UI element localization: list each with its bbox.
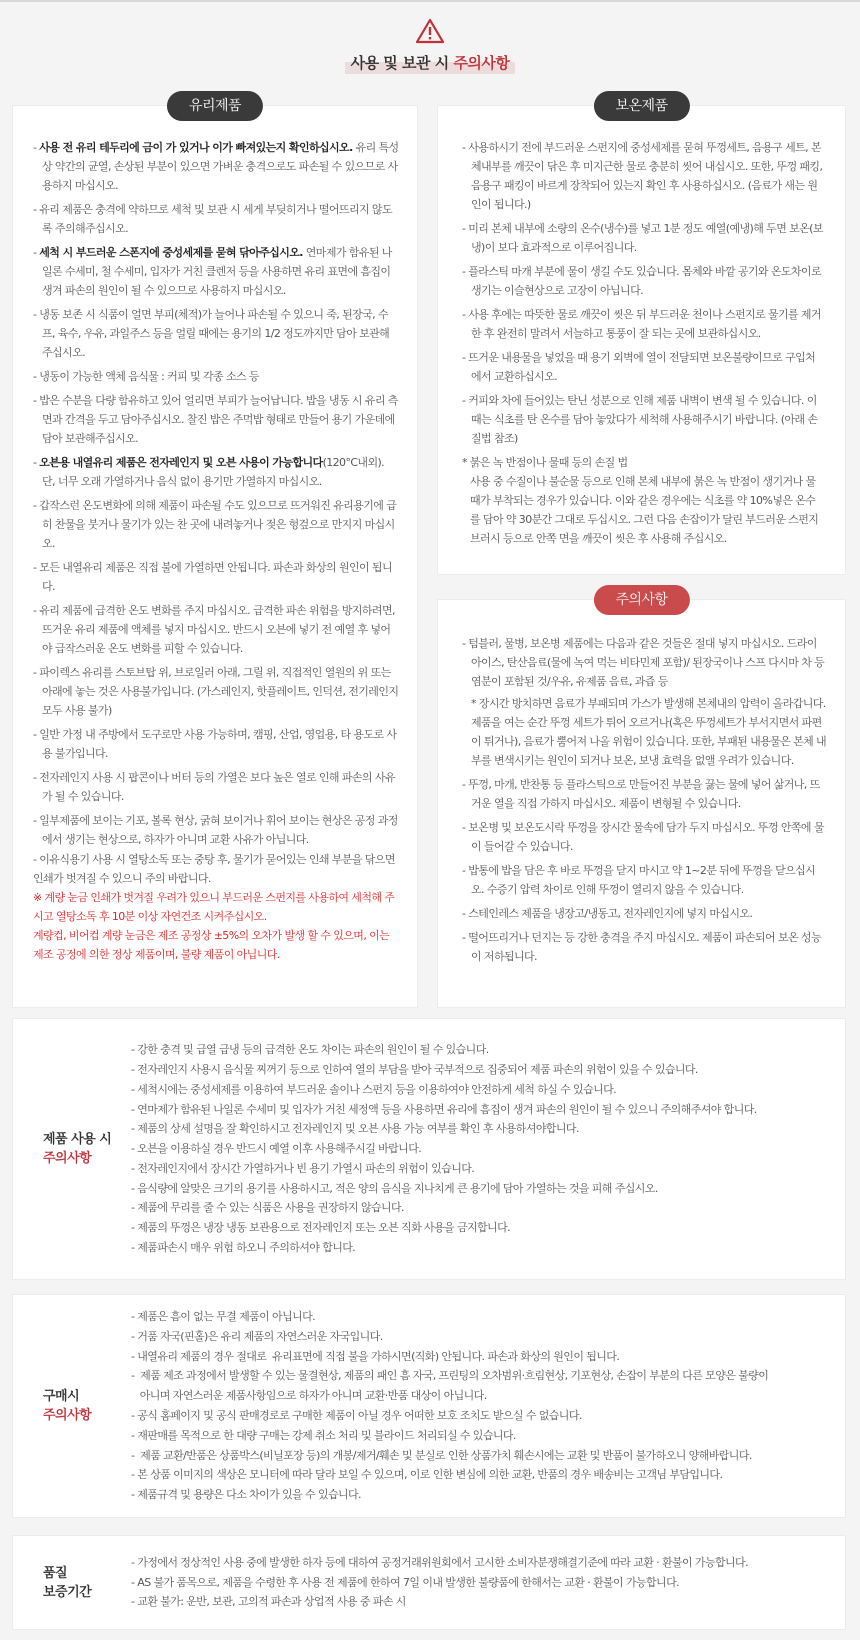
list-item: - 플라스틱 마개 부분에 물이 생길 수도 있습니다. 몸체와 바깥 공기와 온도차이로 생기는 이슬현상으로 고장이 아닙니다. [462, 265, 821, 297]
label-dark: 구매시 [43, 1389, 80, 1404]
list-item: - 뜨거운 내용물을 넣었을 때 용기 외벽에 열이 전달되면 보온불량이므로 구입처에서 교환하십시오. [462, 351, 816, 383]
purchase-caution-section [12, 1294, 846, 1518]
line-item: - 내열유리 제품의 경우 절대로 유리표면에 직접 불을 가하시면(직화) 안됩니다. 파손과 화상의 원인이 됩니다. [131, 1349, 620, 1363]
line-item: - 본 상품 이미지의 색상은 모니터에 따라 달라 보일 수 있으며, 이로 인한 변심에 의한 교환, 반품의 경우 배송비는 고객님 부담입니다. [131, 1468, 723, 1482]
label-line-1: 품질 [43, 1565, 68, 1581]
item-text: 전자레인지 사용 시 팝콘이나 버터 등의 가열은 보다 높은 열로 인해 파손의 사유가 될 수 있습니다. [39, 771, 395, 803]
section-label [13, 1130, 131, 1168]
cleaning-note [462, 453, 825, 548]
list-item: - 미리 본체 내부에 소량의 온수(냉수)를 넣고 1분 정도 예열(예냉)해 두면 보온(보냉)이 보다 효과적으로 이루어집니다. [462, 222, 823, 254]
line-item: - 거품 자국(핀홀)은 유리 제품의 자연스러운 자국입니다. [131, 1329, 383, 1343]
line-item: - 제품은 흠이 없는 무결 제품이 아닙니다. [131, 1310, 316, 1324]
list-item: - 유리 제품은 충격에 약하므로 세척 및 보관 시 세게 부딪히거나 떨어뜨리지 않도록 주의해주십시오. [33, 203, 392, 235]
line-item: - 연마제가 함유된 나일론 수세미 및 입자가 거친 세정액 등을 사용하면 유리에 흠집이 생겨 파손의 원인이 될 수 있으니 주의해주셔야 합니다. [131, 1102, 757, 1116]
item-text: 사용하시기 전에 부드러운 스펀지에 중성세제를 묻혀 뚜껑세트, 음용구 세트, 본체내부를 깨끗이 닦은 후 미지근한 물로 충분히 씻어 내십시오. 또한, 뚜껑 패킹, 음용구 패킹이 바르게 장착되어 있는지 확인 후 사용하십시오. (음료가 새는 원인이 됩니다.) [468, 141, 823, 211]
baby-food-note: - 이유식용기 사용 시 열탕소독 또는 중탕 후, 물기가 묻어있는 인쇄 부분을 닦으면 인쇄가 벗겨질 수 있으니 주의 바랍니다. [33, 853, 395, 885]
list-item: - 뚜껑, 마개, 반찬통 등 플라스틱으로 만들어진 부분을 끓는 물에 넣어 삶거나, 뜨거운 열을 직접 가하지 마십시오. 제품이 변형될 수 있습니다. [462, 778, 820, 810]
item-text: 사용 후에는 따뜻한 물로 깨끗이 씻은 뒤 부드러운 천이나 스펀지로 물기를 제거한 후 완전히 말려서 서늘하고 통풍이 잘 되는 곳에 보관하십시오. [468, 308, 821, 340]
item-text: 유리 제품에 급격한 온도 변화를 주지 마십시오. 급격한 파손 위험을 방지하려면, 뜨거운 유리 제품에 액체를 넣지 마십시오. 반드시 오븐에 넣기 전 예열 후 넣어야 급작스러운 온도 변화를 피할 수 있습니다. [39, 604, 395, 655]
line-item: - 오븐을 이용하실 경우 반드시 예열 이후 사용해주시길 바랍니다. [131, 1142, 422, 1156]
item-text: 냉동 보존 시 식품이 얼면 부피(체적)가 늘어나 파손될 수 있으니 죽, 된장국, 수프, 육수, 우유, 과일주스 등을 얼릴 때에는 용기의 1/2 정도까지만 담아 보관해주십시오. [39, 308, 390, 359]
line-item: - 재판매를 목적으로 한 대량 구매는 강제 취소 처리 및 블라이드 처리되실 수 있습니다. [131, 1428, 516, 1442]
line-item: - 제품 제조 과정에서 발생할 수 있는 물결현상, 제품의 패인 흠 자국, 프린팅의 오차범위·흐림현상, 기포현상, 손잡이 부분의 다른 모양은 불량이 [131, 1369, 769, 1383]
caution-card [437, 592, 846, 1008]
item-text: 유리 특성 상 약간의 균열, 손상된 부분이 있으면 가벼운 충격으로도 파손될 수 있으므로 사용하지 마십시오. [42, 141, 399, 192]
glass-products-title: 유리제품 [167, 91, 263, 121]
item-text: 플라스틱 마개 부분에 물이 생길 수도 있습니다. 몸체와 바깥 공기와 온도차이로 생기는 이슬현상으로 고장이 아닙니다. [468, 265, 821, 297]
red-note-1: ※ 계량 눈금 인쇄가 벗겨질 우려가 있으니 부드러운 스펀지를 사용하여 세척해 주시고 열탕소독 후 10분 이상 자연건조 시켜주십시오. [33, 891, 395, 923]
list-item: - 사용 후에는 따뜻한 물로 깨끗이 씻은 뒤 부드러운 천이나 스펀지로 물기를 제거한 후 완전히 말려서 서늘하고 통풍이 잘 되는 곳에 보관하십시오. [462, 308, 821, 340]
warranty-lines [131, 1553, 845, 1612]
line-item: - 전자레인지 사용시 음식물 찌꺼기 등으로 인하여 열의 부담을 받아 국부적으로 집중되어 제품 파손의 위험이 있을 수 있습니다. [131, 1062, 698, 1076]
glass-products-card [12, 98, 418, 1008]
list-item: - 스테인레스 제품을 냉장고/냉동고, 전자레인지에 넣지 마십시오. [462, 907, 753, 920]
list-item: - 모든 내열유리 제품은 직접 불에 가열하면 안됩니다. 파손과 화상의 원인이 됩니다. [33, 561, 392, 593]
warranty-section [12, 1535, 846, 1630]
item-text: 파이렉스 유리를 스토브탑 위, 브로일러 아래, 그릴 위, 직접적인 열원의 위 또는 아래에 놓는 것은 사용불가입니다. (가스레인지, 핫플레이트, 인덕션, 전기레인지 모두 사용 불가) [39, 666, 399, 717]
list-item: - 냉동이 가능한 액체 음식물 : 커피 및 각종 소스 등 [33, 370, 259, 383]
red-note-2: 계량컵, 비어컵 계량 눈금은 제조 공정상 ±5%의 오차가 발생 할 수 있으며, 이는 제조 공정에 의한 정상 제품이며, 불량 제품이 아닙니다. [33, 929, 390, 961]
list-item: - 파이렉스 유리를 스토브탑 위, 브로일러 아래, 그릴 위, 직접적인 열원의 위 또는 아래에 놓는 것은 사용불가입니다. (가스레인지, 핫플레이트, 인덕션, 전기레인지 모두 사용 불가) [33, 666, 399, 717]
usage-lines [131, 1040, 845, 1258]
list-item: - 일부제품에 보이는 기포, 볼록 현상, 굵혀 보이거나 휘어 보이는 현상은 공정 과정에서 생기는 현상으로, 하자가 아니며 교환 사유가 아닙니다. [33, 814, 398, 846]
label-dark: 제품 사용 시 [43, 1132, 112, 1147]
item-text: 연마제가 함유된 나일론 수세미, 철 수세미, 입자가 거친 클렌저 등을 사용하면 유리 표면에 흠집이 생겨 파손의 원인이 될 수 있으므로 사용하지 마십시오. [42, 246, 392, 297]
section-label [13, 1564, 131, 1602]
item-bold-text: 사용 전 유리 테두리에 금이 가 있거나 이가 빠져있는지 확인하십시오. [39, 141, 353, 154]
line-item: - 공식 홈페이지 및 공식 판매경로로 구매한 제품이 아닐 경우 어떠한 보호 조치도 받으실 수 없습니다. [131, 1409, 582, 1422]
cleaning-note-title: * 붉은 녹 반점이나 물때 등의 손질 법 [462, 456, 628, 469]
line-item: - 교환 불가: 운반, 보관, 고의적 파손과 상업적 사용 중 파손 시 [131, 1595, 406, 1609]
line-item: - 제품파손시 매우 위험 하오니 주의하셔야 합니다. [131, 1241, 356, 1255]
thermal-products-title: 보온제품 [593, 91, 689, 121]
caution-list [462, 634, 827, 691]
item-text: (120°C내외). 단, 너무 오래 가열하거나 음식 없이 용기만 가열하지 마십시오. [42, 456, 385, 488]
list-item: - 보온병 및 보온도시락 뚜껑을 장시간 물속에 담가 두지 마십시오. 뚜껑 안쪽에 물이 들어갈 수 있습니다. [462, 821, 824, 853]
list-item: - 사용 전 유리 테두리에 금이 가 있거나 이가 빠져있는지 확인하십시오. 유리 특성 상 약간의 균열, 손상된 부분이 있으면 가벼운 충격으로도 파손될 수 있으므로 사용하지 마십시오. [33, 141, 399, 192]
item-text: 커피와 차에 들어있는 탄닌 성분으로 인해 제품 내벽이 변색 될 수 있습니다. 이때는 식초를 탄 온수를 담아 놓았다가 세척해 사용해주시기 바랍니다. (아래 손질법 참조) [468, 394, 818, 445]
line-item: - AS 불가 품목으로, 제품을 수령한 후 사용 전 제품에 한하여 7일 이내 발생한 불량품에 한해서는 교환 · 환불이 가능합니다. [131, 1575, 679, 1589]
line-item: 아니며 자연스러운 제품사항임으로 하자가 아니며 교환·반품 대상이 아닙니다. [131, 1389, 487, 1403]
item-text: 떨어뜨리거나 던지는 등 강한 충격을 주지 마십시오. 제품이 파손되어 보온 성능이 저하됩니다. [468, 931, 821, 963]
cleaning-note-body: 사용 중 수질이나 불순물 등으로 인해 본체 내부에 붉은 녹 반점이 생기거나 물때가 부착되는 경우가 있습니다. 이와 같은 경우에는 식초를 약 10%넣은 온수를 담아 약 30분간 그대로 두십시오. 그런 다음 손잡이가 달린 부드러운 스펀지 브러시 등으로 안쪽 면을 깨끗이 씻은 후 사용해 주십시오. [470, 475, 819, 545]
line-item: - 세척시에는 중성세제를 이용하여 부드러운 솔이나 스펀지 등을 이용하여야 안전하게 세척 하실 수 있습니다. [131, 1082, 617, 1096]
line-item: - 제품 교환/반품은 상품박스(비닐포장 등)의 개봉/제거/훼손 및 분실로 인한 상품가치 훼손시에는 교환 및 반품이 불가하오니 양해바랍니다. [131, 1448, 752, 1462]
item-text: 뚜껑, 마개, 반찬통 등 플라스틱으로 만들어진 부분을 끓는 물에 넣어 삶거나, 뜨거운 열을 직접 가하지 마십시오. 제품이 변형될 수 있습니다. [468, 778, 820, 810]
usage-caution-section [12, 1018, 846, 1280]
line-item: - 전자레인지에서 장시간 가열하거나 빈 용기 가열시 파손의 위험이 있습니다. [131, 1161, 475, 1175]
glass-products-list [33, 138, 399, 849]
label-line-2: 보증기간 [43, 1584, 92, 1600]
item-text: 냉동이 가능한 액체 음식물 : 커피 및 각종 소스 등 [39, 370, 259, 383]
item-text: 유리 제품은 충격에 약하므로 세척 및 보관 시 세게 부딪히거나 떨어뜨리지 않도록 주의해주십시오. [39, 203, 392, 235]
warning-triangle-icon [415, 18, 445, 44]
line-item: - 제품의 뚜껑은 냉장 냉동 보관용으로 전자레인지 또는 오븐 직화 사용을 금지합니다. [131, 1221, 511, 1235]
thermal-products-list [462, 138, 825, 448]
item-bold-text: 세척 시 부드러운 스폰지에 중성세제를 묻혀 닦아주십시오. [39, 246, 303, 259]
list-item: - 떨어뜨리거나 던지는 등 강한 충격을 주지 마십시오. 제품이 파손되어 보온 성능이 저하됩니다. [462, 931, 821, 963]
label-red: 주의사항 [43, 1408, 92, 1423]
title-red: 주의사항 [453, 54, 510, 72]
spoilage-note: * 장시간 방치하면 음료가 부패되며 가스가 발생해 본체내의 압력이 올라갑니다. 제품을 여는 순간 뚜껑 세트가 튀어 오르거나(혹은 뚜껑세트가 부서지면서 파편이 튀거나), 음료가 뿜어져 나올 위험이 있습니다. 또한, 부패된 내용물은 본체 내부를 변색시키는 원인이 되거나 보온, 보냉 효력을 없앨 우려가 있습니다. [471, 697, 827, 767]
item-bold-text: 오븐용 내열유리 제품은 전자레인지 및 오븐 사용이 가능합니다 [39, 456, 323, 469]
thermal-products-card [437, 98, 846, 575]
item-text: 스테인레스 제품을 냉장고/냉동고, 전자레인지에 넣지 마십시오. [468, 907, 753, 920]
list-item: - 오븐용 내열유리 제품은 전자레인지 및 오븐 사용이 가능합니다(120°C내외). 단, 너무 오래 가열하거나 음식 없이 용기만 가열하지 마십시오. [33, 456, 385, 488]
list-item: - 텀블러, 물병, 보온병 제품에는 다음과 같은 것들은 절대 넣지 마십시오. 드라이 아이스, 탄산음료(물에 녹여 먹는 비타민제 포함)/ 된장국이나 스프 다시마 차 등 염분이 포함된 것/우유, 유제품 음료, 과즙 등 [462, 637, 825, 688]
line-item: - 제품규격 및 용량은 다소 차이가 있을 수 있습니다. [131, 1488, 361, 1502]
item-text: 일부제품에 보이는 기포, 볼록 현상, 굵혀 보이거나 휘어 보이는 현상은 공정 과정에서 생기는 현상으로, 하자가 아니며 교환 사유가 아닙니다. [39, 814, 398, 846]
item-text: 일반 가정 내 주방에서 도구로만 사용 가능하며, 캠핑, 산업, 영업용, 타 용도로 사용 불가입니다. [39, 728, 397, 760]
line-item: - 강한 충격 및 급열 급냉 등의 급격한 온도 차이는 파손의 원인이 될 수 있습니다. [131, 1043, 489, 1057]
list-item: - 사용하시기 전에 부드러운 스펀지에 중성세제를 묻혀 뚜껑세트, 음용구 세트, 본체내부를 깨끗이 닦은 후 미지근한 물로 충분히 씻어 내십시오. 또한, 뚜껑 패킹, 음용구 패킹이 바르게 장착되어 있는지 확인 후 사용하십시오. (음료가 새는 원인이 됩니다.) [462, 141, 823, 211]
section-label [13, 1387, 131, 1425]
caution-list-continued [462, 775, 827, 966]
line-item: - 제품에 무리를 줄 수 있는 식품은 사용을 권장하지 않습니다. [131, 1201, 404, 1215]
list-item: - 전자레인지 사용 시 팝콘이나 버터 등의 가열은 보다 높은 열로 인해 파손의 사유가 될 수 있습니다. [33, 771, 395, 803]
page-title [345, 50, 516, 74]
label-red: 주의사항 [43, 1151, 92, 1166]
list-item: - 일반 가정 내 주방에서 도구로만 사용 가능하며, 캠핑, 산업, 영업용, 타 용도로 사용 불가입니다. [33, 728, 397, 760]
line-item: - 음식량에 알맞은 크기의 용기를 사용하시고, 적은 양의 음식을 지나치게 큰 용기에 담아 가열하는 것을 피해 주십시오. [131, 1181, 658, 1195]
list-item: - 냉동 보존 시 식품이 얼면 부피(체적)가 늘어나 파손될 수 있으니 죽, 된장국, 수프, 육수, 우유, 과일주스 등을 얼릴 때에는 용기의 1/2 정도까지만 담아 보관해주십시오. [33, 308, 390, 359]
title-dark: 사용 및 보관 시 [350, 54, 454, 72]
list-item: - 유리 제품에 급격한 온도 변화를 주지 마십시오. 급격한 파손 위험을 방지하려면, 뜨거운 유리 제품에 액체를 넣지 마십시오. 반드시 오븐에 넣기 전 예열 후 넣어야 급작스러운 온도 변화를 피할 수 있습니다. [33, 604, 395, 655]
line-item: - 가정에서 정상적인 사용 중에 발생한 하자 등에 대하여 공정거래위원회에서 고시한 소비자분쟁해결기준에 따라 교환 · 환불이 가능합니다. [131, 1555, 748, 1569]
item-text: 밥통에 밥을 담은 후 바로 뚜껑을 닫지 마시고 약 1~2분 뒤에 뚜껑을 닫으십시오. 수증기 압력 차이로 인해 뚜껑이 열리지 않을 수 있습니다. [468, 864, 816, 896]
header [0, 18, 860, 74]
list-item: - 갑작스런 온도변화에 의해 제품이 파손될 수도 있으므로 뜨거워진 유리용기에 급히 찬물을 붓거나 물기가 있는 찬 곳에 내려놓거나 젖은 헝겊으로 만지지 마십시오. [33, 499, 397, 550]
item-text: 보온병 및 보온도시락 뚜껑을 장시간 물속에 담가 두지 마십시오. 뚜껑 안쪽에 물이 들어갈 수 있습니다. [468, 821, 824, 853]
purchase-lines [131, 1307, 845, 1505]
item-text: 미리 본체 내부에 소량의 온수(냉수)를 넣고 1분 정도 예열(예냉)해 두면 보온(보냉)이 보다 효과적으로 이루어집니다. [468, 222, 823, 254]
caution-title: 주의사항 [593, 585, 689, 615]
item-text: 갑작스런 온도변화에 의해 제품이 파손될 수도 있으므로 뜨거워진 유리용기에 급히 찬물을 붓거나 물기가 있는 찬 곳에 내려놓거나 젖은 헝겊으로 만지지 마십시오. [39, 499, 397, 550]
item-text: 모든 내열유리 제품은 직접 불에 가열하면 안됩니다. 파손과 화상의 원인이 됩니다. [39, 561, 392, 593]
list-item: - 밥은 수분을 다량 함유하고 있어 얼리면 부피가 늘어납니다. 밥을 냉동 시 유리 측면과 간격을 두고 담아주십시오. 찰진 밥은 주먹밥 형태로 만들어 용기 가운데에 담아 보관해주십시오. [33, 394, 398, 445]
item-text: 텀블러, 물병, 보온병 제품에는 다음과 같은 것들은 절대 넣지 마십시오. 드라이 아이스, 탄산음료(물에 녹여 먹는 비타민제 포함)/ 된장국이나 스프 다시마 차 등 염분이 포함된 것/우유, 유제품 음료, 과즙 등 [468, 637, 825, 688]
item-text: 밥은 수분을 다량 함유하고 있어 얼리면 부피가 늘어납니다. 밥을 냉동 시 유리 측면과 간격을 두고 담아주십시오. 찰진 밥은 주먹밥 형태로 만들어 용기 가운데에 담아 보관해주십시오. [39, 394, 398, 445]
list-item: - 밥통에 밥을 담은 후 바로 뚜껑을 닫지 마시고 약 1~2분 뒤에 뚜껑을 닫으십시오. 수증기 압력 차이로 인해 뚜껑이 열리지 않을 수 있습니다. [462, 864, 816, 896]
list-item: - 세척 시 부드러운 스폰지에 중성세제를 묻혀 닦아주십시오. 연마제가 함유된 나일론 수세미, 철 수세미, 입자가 거친 클렌저 등을 사용하면 유리 표면에 흠집이 생겨 파손의 원인이 될 수 있으므로 사용하지 마십시오. [33, 246, 392, 297]
item-text: 뜨거운 내용물을 넣었을 때 용기 외벽에 열이 전달되면 보온불량이므로 구입처에서 교환하십시오. [468, 351, 816, 383]
line-item: - 제품의 상세 설명을 잘 확인하시고 전자레인지 및 오븐 사용 가능 여부를 확인 후 사용하셔야합니다. [131, 1122, 579, 1136]
list-item: - 커피와 차에 들어있는 탄닌 성분으로 인해 제품 내벽이 변색 될 수 있습니다. 이때는 식초를 탄 온수를 담아 놓았다가 세척해 사용해주시기 바랍니다. (아래 손질법 참조) [462, 394, 818, 445]
